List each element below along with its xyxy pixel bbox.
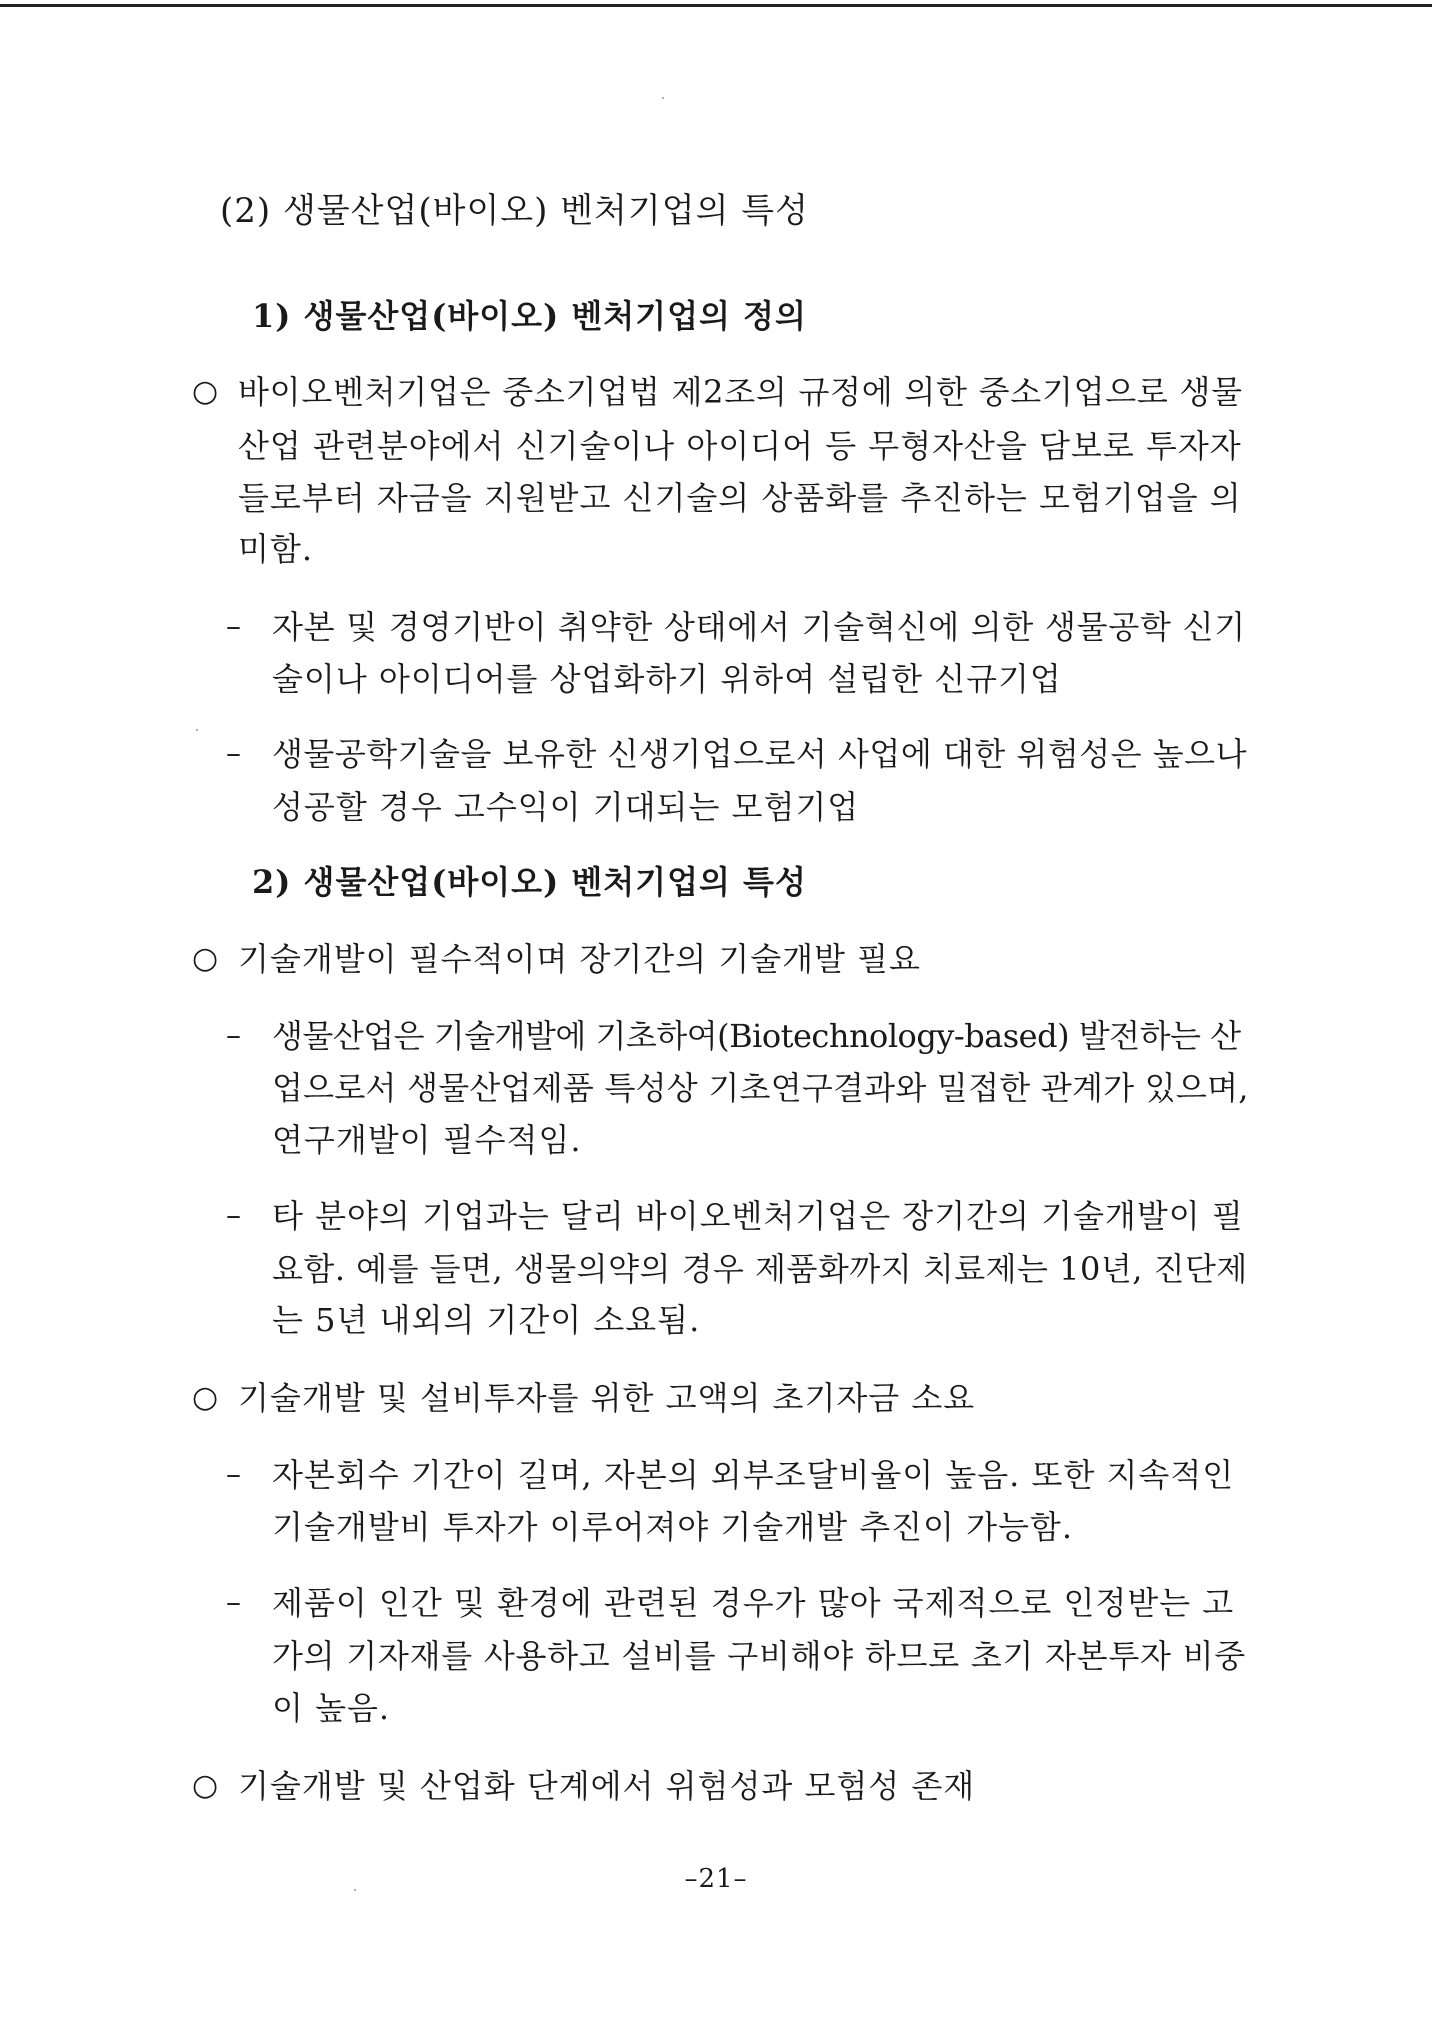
paragraph-line: 바이오벤처기업은 중소기업법 제2조의 규정에 의한 중소기업으로 생물 <box>238 373 1243 411</box>
paragraph-line: 이 높음. <box>272 1689 391 1727</box>
page-number: –21– <box>684 1864 748 1894</box>
paragraph-line: 자본 및 경영기반이 취약한 상태에서 기술혁신에 의한 생물공학 신기 <box>272 608 1246 646</box>
paragraph-line: 미함. <box>238 530 313 568</box>
paragraph-line: 업으로서 생물산업제품 특성상 기초연구결과와 밀접한 관계가 있으며, <box>272 1069 1249 1107</box>
dash-bullet-icon: – <box>226 736 241 771</box>
bullet-heading: 기술개발이 필수적이며 장기간의 기술개발 필요 <box>238 940 921 978</box>
top-border-rule <box>0 4 1432 7</box>
paragraph-line: 들로부터 자금을 지원받고 신기술의 상품화를 추진하는 모험기업을 의 <box>238 479 1242 517</box>
paragraph-line: 요함. 예를 들면, 생물의약의 경우 제품화까지 치료제는 10년, 진단제 <box>272 1250 1248 1288</box>
paragraph-line: 술이나 아이디어를 상업화하기 위하여 설립한 신규기업 <box>272 660 1062 698</box>
paragraph-line: 산업 관련분야에서 신기술이나 아이디어 등 무형자산을 담보로 투자자 <box>238 427 1242 465</box>
bullet-heading: 기술개발 및 산업화 단계에서 위험성과 모험성 존재 <box>238 1767 976 1805</box>
dash-bullet-icon: – <box>226 1457 241 1492</box>
dash-bullet-icon: – <box>226 1585 241 1620</box>
dash-bullet-icon: – <box>226 609 241 644</box>
scan-speck <box>196 729 198 731</box>
paragraph-line: 기술개발비 투자가 이루어져야 기술개발 추진이 가능함. <box>272 1508 1074 1546</box>
paragraph-line: 연구개발이 필수적임. <box>272 1121 582 1159</box>
paragraph-line: 성공할 경우 고수익이 기대되는 모험기업 <box>272 788 860 826</box>
dash-bullet-icon: – <box>226 1018 241 1053</box>
subsection-title-characteristics: 2) 생물산업(바이오) 벤처기업의 특성 <box>252 863 807 901</box>
circle-bullet-icon: ○ <box>192 1380 219 1415</box>
circle-bullet-icon: ○ <box>192 1768 219 1803</box>
paragraph-line: 제품이 인간 및 환경에 관련된 경우가 많아 국제적으로 인정받는 고 <box>272 1584 1235 1622</box>
circle-bullet-icon: ○ <box>192 941 219 976</box>
paragraph-line: 는 5년 내외의 기간이 소요됨. <box>272 1301 701 1339</box>
dash-bullet-icon: – <box>226 1198 241 1233</box>
paragraph-line: 자본회수 기간이 길며, 자본의 외부조달비율이 높음. 또한 지속적인 <box>272 1456 1235 1494</box>
paragraph-line: 가의 기자재를 사용하고 설비를 구비해야 하므로 초기 자본투자 비중 <box>272 1637 1246 1675</box>
circle-bullet-icon: ○ <box>192 374 219 409</box>
scan-speck <box>662 97 664 99</box>
paragraph-line: 생물산업은 기술개발에 기초하여(Biotechnology-based) 발전하는 산 <box>272 1017 1241 1055</box>
paragraph-line: 생물공학기술을 보유한 신생기업으로서 사업에 대한 위험성은 높으나 <box>272 735 1247 773</box>
bullet-heading: 기술개발 및 설비투자를 위한 고액의 초기자금 소요 <box>238 1379 976 1417</box>
section-title: (2) 생물산업(바이오) 벤처기업의 특성 <box>220 191 809 231</box>
paragraph-line: 타 분야의 기업과는 달리 바이오벤처기업은 장기간의 기술개발이 필 <box>272 1197 1244 1235</box>
subsection-title-definition: 1) 생물산업(바이오) 벤처기업의 정의 <box>252 297 807 335</box>
